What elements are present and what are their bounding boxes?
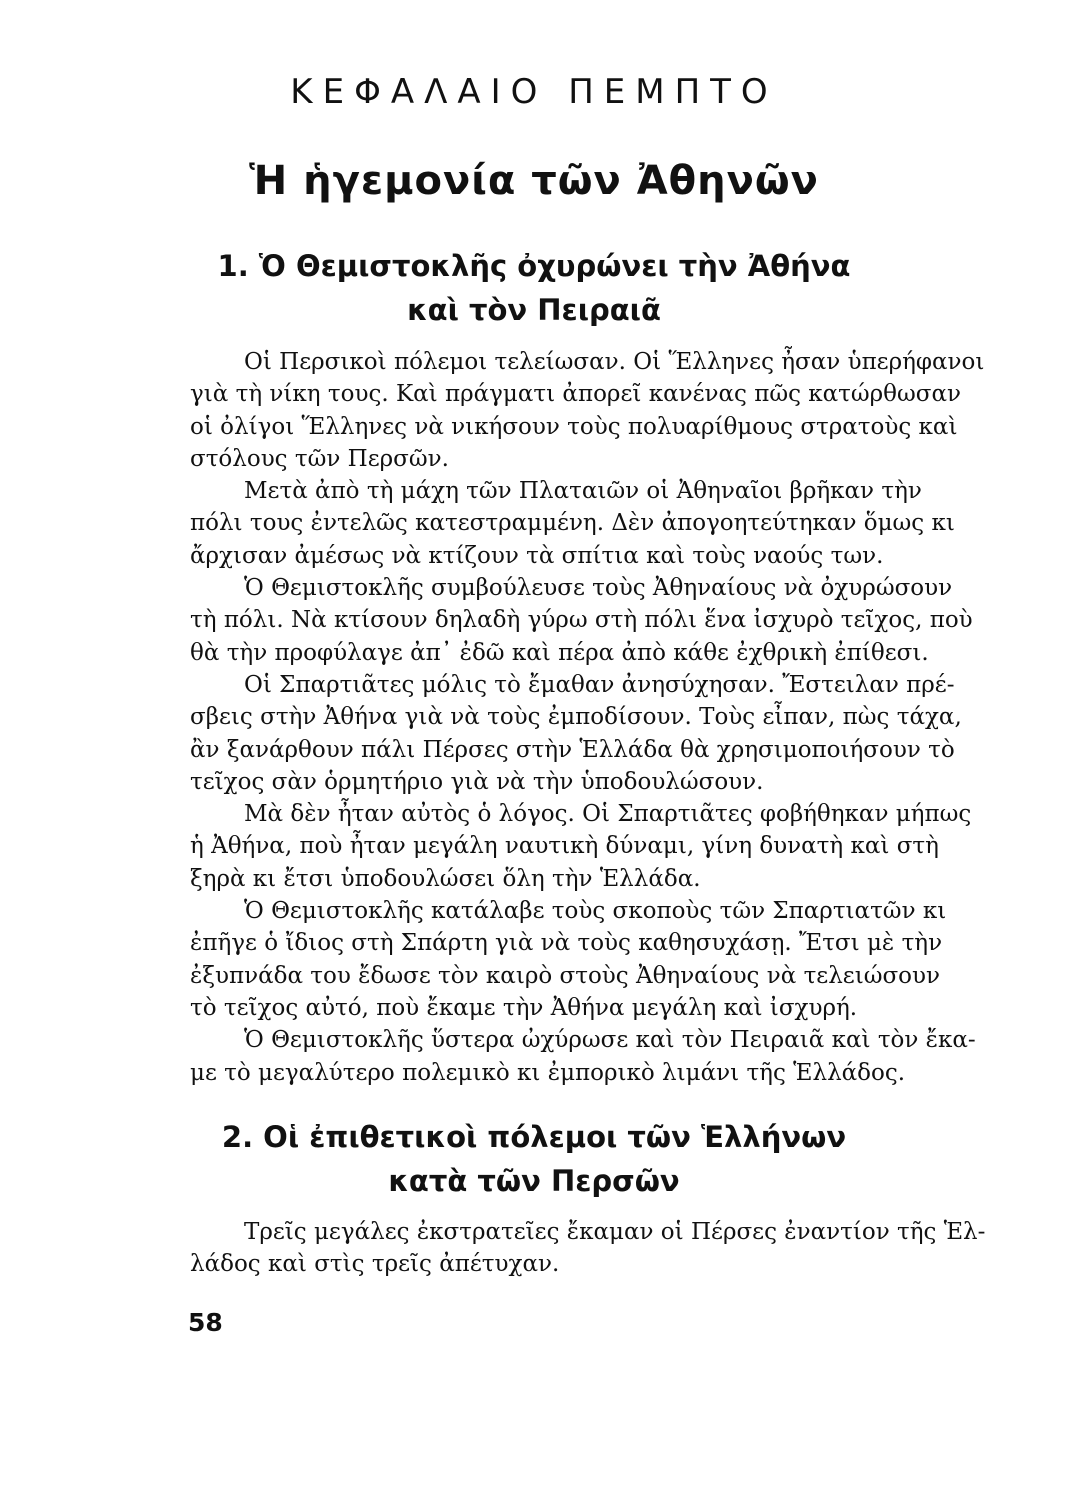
section-1-heading-line-2: καὶ τὸν Πειραιᾶ: [407, 293, 661, 327]
body-line: Τρεῖς μεγάλες ἐκστρατεῖες ἔκαμαν οἱ Πέρσες ἐναντίον τῆς Ἑλ-: [244, 1219, 986, 1245]
body-line: με τὸ μεγαλύτερο πολεμικὸ κι ἐμπορικὸ λιμάνι τῆς Ἑλλάδος.: [190, 1059, 906, 1086]
body-line: Ὁ Θεμιστοκλῆς κατάλαβε τοὺς σκοποὺς τῶν Σπαρτιατῶν κι: [244, 898, 947, 925]
body-line: ἂν ξανάρθουν πάλι Πέρσες στὴν Ἑλλάδα θὰ χρησιμοποιήσουν τὸ: [190, 736, 955, 763]
body-line: Ὁ Θεμιστοκλῆς συμβούλευσε τοὺς Ἀθηναίους νὰ ὀχυρώσουν: [244, 575, 953, 602]
body-line: ἐπῆγε ὁ ἴδιος στὴ Σπάρτη γιὰ νὰ τοὺς καθησυχάσῃ. Ἔτσι μὲ τὴν: [190, 930, 943, 957]
section-2-heading-line-1: 2. Οἱ ἐπιθετικοὶ πόλεμοι τῶν Ἑλλήνων: [221, 1120, 847, 1154]
section-1-heading: [0, 244, 1068, 332]
body-line: τεῖχος σὰν ὁρμητήριο γιὰ νὰ τὴν ὑποδουλώσουν.: [190, 768, 764, 795]
section-2-body: [190, 1216, 1042, 1281]
body-line: ξηρὰ κι ἔτσι ὑποδουλώσει ὅλη τὴν Ἑλλάδα.: [190, 865, 701, 892]
body-line: ἡ Ἀθήνα, ποὺ ἦταν μεγάλη ναυτικὴ δύναμι, γίνη δυνατὴ καὶ στὴ: [190, 833, 939, 860]
page-number: 58: [188, 1308, 223, 1337]
body-line: θὰ τὴν προφύλαγε ἀπ᾿ ἐδῶ καὶ πέρα ἀπὸ κάθε ἐχθρικὴ ἐπίθεσι.: [190, 639, 929, 666]
section-1-body: [190, 346, 1042, 1089]
body-line: τὸ τεῖχος αὐτό, ποὺ ἔκαμε τὴν Ἀθήνα μεγάλη καὶ ἰσχυρή.: [190, 994, 858, 1021]
body-line: Μετὰ ἀπὸ τὴ μάχη τῶν Πλαταιῶν οἱ Ἀθηναῖοι βρῆκαν τὴν: [244, 478, 922, 505]
body-line: οἱ ὀλίγοι Ἕλληνες νὰ νικήσουν τοὺς πολυαρίθμους στρατοὺς καὶ: [190, 413, 958, 440]
body-line: Οἱ Περσικοὶ πόλεμοι τελείωσαν. Οἱ Ἕλληνες ἦσαν ὑπερήφανοι: [244, 349, 985, 375]
body-line: Ὁ Θεμιστοκλῆς ὕστερα ὠχύρωσε καὶ τὸν Πειραιᾶ καὶ τὸν ἔκα-: [244, 1027, 976, 1054]
body-line: ἐξυπνάδα του ἔδωσε τὸν καιρὸ στοὺς Ἀθηναίους νὰ τελειώσουν: [190, 962, 940, 989]
section-2-heading-line-2: κατὰ τῶν Περσῶν: [388, 1164, 680, 1198]
body-line: τὴ πόλι. Νὰ κτίσουν δηλαδὴ γύρω στὴ πόλι ἕνα ἰσχυρὸ τεῖχος, ποὺ: [190, 607, 973, 634]
body-line: λάδος καὶ στὶς τρεῖς ἀπέτυχαν.: [190, 1251, 560, 1278]
body-line: γιὰ τὴ νίκη τους. Καὶ πράγματι ἀπορεῖ κανένας πῶς κατώρθωσαν: [190, 381, 961, 408]
body-line: Οἱ Σπαρτιᾶτες μόλις τὸ ἔμαθαν ἀνησύχησαν. Ἔστειλαν πρέ-: [244, 671, 955, 698]
section-2-heading: [0, 1115, 1068, 1203]
chapter-label: ΚΕΦΑΛΑΙΟ ΠΕΜΠΤΟ: [290, 72, 778, 112]
body-line: πόλι τους ἐντελῶς κατεστραμμένη. Δὲν ἀπογοητεύτηκαν ὅμως κι: [190, 510, 955, 537]
section-1-heading-line-1: 1. Ὁ Θεμιστοκλῆς ὀχυρώνει τὴν Ἀθήνα: [217, 249, 851, 283]
body-line: ἄρχισαν ἀμέσως νὰ κτίζουν τὰ σπίτια καὶ τοὺς ναούς των.: [190, 542, 884, 569]
body-line: σβεις στὴν Ἀθήνα γιὰ νὰ τοὺς ἐμποδίσουν. Τοὺς εἶπαν, πὼς τάχα,: [190, 704, 962, 731]
body-line: Μὰ δὲν ἦταν αὐτὸς ὁ λόγος. Οἱ Σπαρτιᾶτες φοβήθηκαν μήπως: [244, 801, 972, 828]
chapter-title: Ἡ ἡγεμονία τῶν Ἀθηνῶν: [249, 158, 819, 204]
body-line: στόλους τῶν Περσῶν.: [190, 445, 449, 472]
